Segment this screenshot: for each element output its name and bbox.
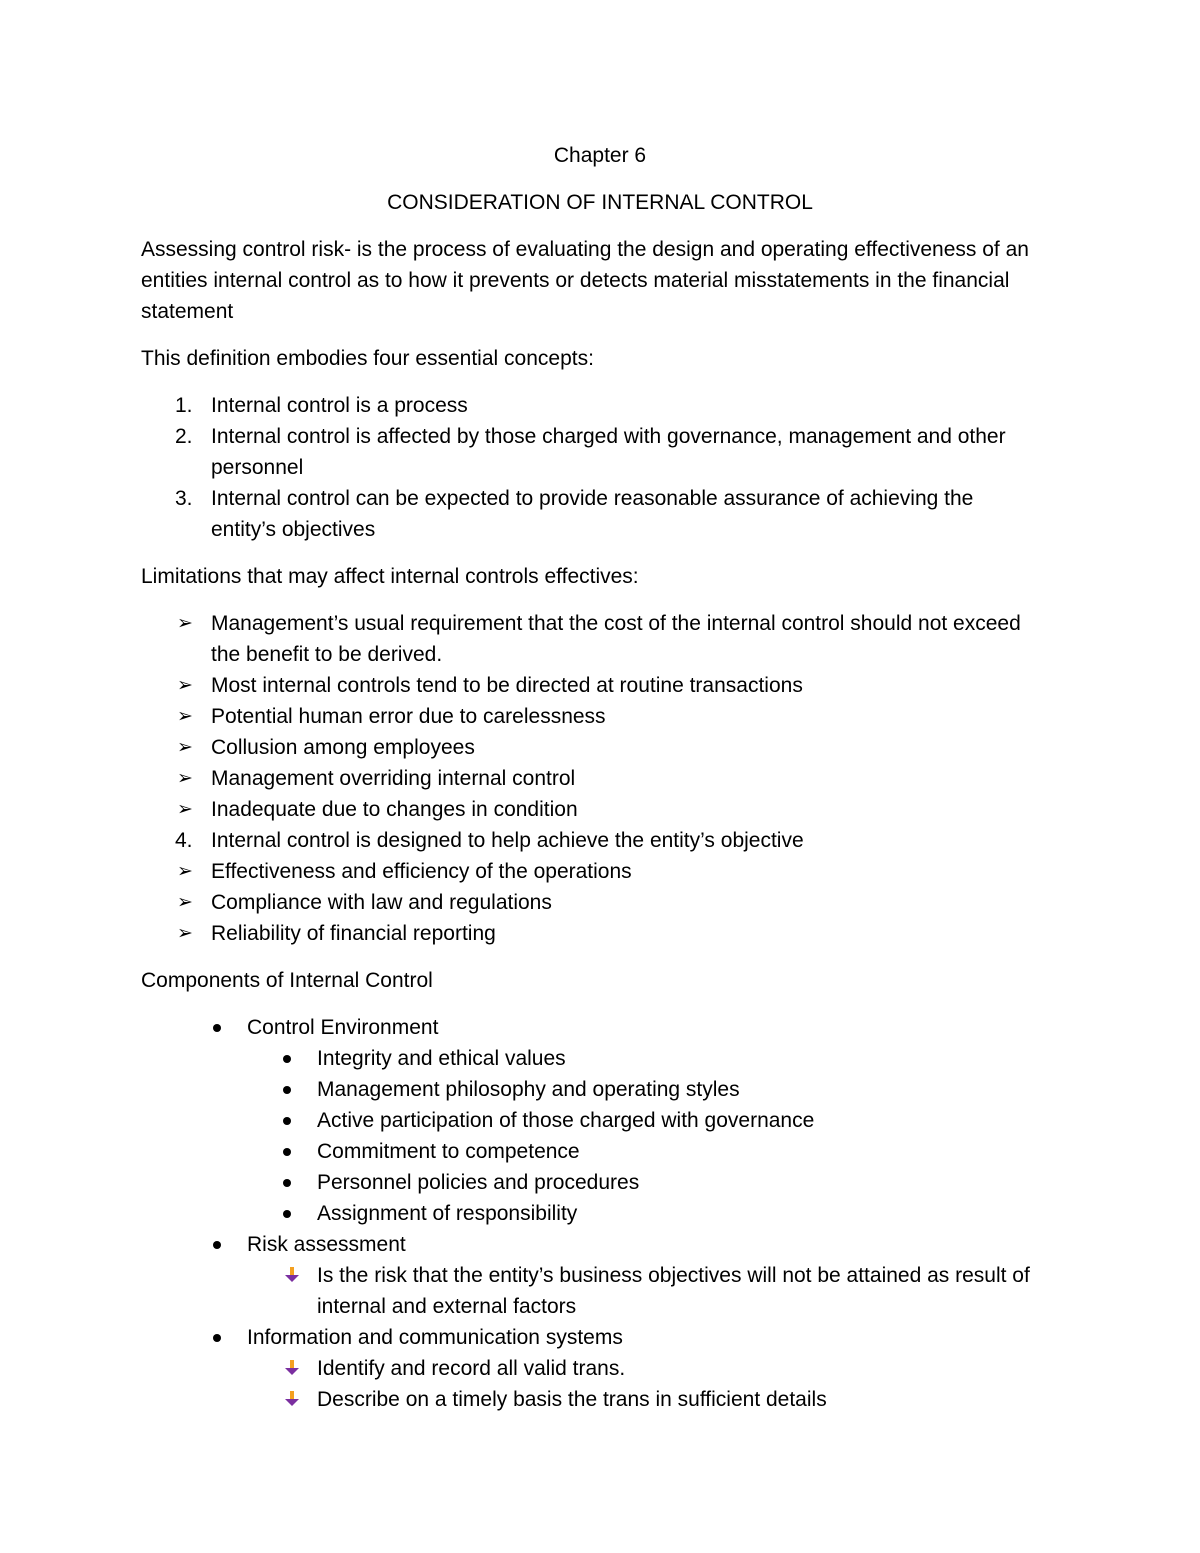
definition-text: entities internal control as to how it prevents or detects material misstatements in the financial [141, 269, 1010, 292]
chevron-arrow-icon: ➢ [177, 737, 193, 758]
bullet-icon [283, 1179, 291, 1187]
limitation-item-text: Most internal controls tend to be directed at routine transactions [211, 674, 803, 697]
limitation-item-text: the benefit to be derived. [211, 643, 443, 666]
bullet-icon [213, 1334, 221, 1342]
component-subitem-text: Integrity and ethical values [317, 1047, 566, 1070]
limitation-item-text: Potential human error due to carelessness [211, 705, 606, 728]
list-number: 2. [175, 425, 193, 448]
component-subitem-text: Commitment to competence [317, 1140, 580, 1163]
list-number: 1. [175, 394, 193, 417]
concept-item-text: Internal control is a process [211, 394, 468, 417]
component-label: Risk assessment [247, 1233, 406, 1256]
component-label: Control Environment [247, 1016, 439, 1039]
bullet-icon [213, 1024, 221, 1032]
component-subitem-text: internal and external factors [317, 1295, 577, 1318]
chevron-arrow-icon: ➢ [177, 675, 193, 696]
document-title: CONSIDERATION OF INTERNAL CONTROL [387, 191, 813, 214]
chevron-arrow-icon: ➢ [177, 892, 193, 913]
chevron-arrow-icon: ➢ [177, 613, 193, 634]
component-label: Information and communication systems [247, 1326, 623, 1349]
bullet-icon [213, 1241, 221, 1249]
component-subitem-text: Is the risk that the entity’s business objectives will not be attained as result of [317, 1264, 1030, 1287]
bullet-icon [283, 1086, 291, 1094]
list-number: 4. [175, 829, 193, 852]
concept-item-text: Internal control can be expected to provide reasonable assurance of achieving the [211, 487, 974, 510]
definition-text: Assessing control risk- is the process of evaluating the design and operating effectiveness of an [141, 238, 1029, 261]
limitation-item-text: Collusion among employees [211, 736, 475, 759]
chevron-arrow-icon: ➢ [177, 923, 193, 944]
concept-item-text: entity’s objectives [211, 518, 376, 541]
component-subitem-text: Management philosophy and operating styles [317, 1078, 740, 1101]
down-arrow-icon [283, 1266, 301, 1284]
component-subitem-text: Assignment of responsibility [317, 1202, 578, 1225]
down-arrow-icon [283, 1390, 301, 1408]
limitation-item-text: Reliability of financial reporting [211, 922, 496, 945]
chevron-arrow-icon: ➢ [177, 799, 193, 820]
bullet-icon [283, 1210, 291, 1218]
chapter-label: Chapter 6 [553, 144, 647, 167]
components-heading: Components of Internal Control [141, 969, 433, 992]
bullet-icon [283, 1117, 291, 1125]
limitation-item-text: Internal control is designed to help achieve the entity’s objective [211, 829, 804, 852]
limitations-intro: Limitations that may affect internal controls effectives: [141, 565, 639, 588]
limitation-item-text: Inadequate due to changes in condition [211, 798, 578, 821]
chevron-arrow-icon: ➢ [177, 706, 193, 727]
chevron-arrow-icon: ➢ [177, 768, 193, 789]
limitation-item-text: Compliance with law and regulations [211, 891, 552, 914]
limitation-item-text: Effectiveness and efficiency of the operations [211, 860, 632, 883]
bullet-icon [283, 1148, 291, 1156]
down-arrow-icon [283, 1359, 301, 1377]
component-subitem-text: Identify and record all valid trans. [317, 1357, 626, 1380]
component-subitem-text: Active participation of those charged with governance [317, 1109, 815, 1132]
concepts-intro: This definition embodies four essential concepts: [141, 347, 594, 370]
concept-item-text: Internal control is affected by those charged with governance, management and other [211, 425, 1006, 448]
definition-text: statement [141, 300, 234, 323]
concept-item-text: personnel [211, 456, 304, 479]
list-number: 3. [175, 487, 193, 510]
component-subitem-text: Personnel policies and procedures [317, 1171, 640, 1194]
chevron-arrow-icon: ➢ [177, 861, 193, 882]
bullet-icon [283, 1055, 291, 1063]
limitation-item-text: Management overriding internal control [211, 767, 576, 790]
component-subitem-text: Describe on a timely basis the trans in sufficient details [317, 1388, 827, 1411]
limitation-item-text: Management’s usual requirement that the cost of the internal control should not exceed [211, 612, 1021, 635]
